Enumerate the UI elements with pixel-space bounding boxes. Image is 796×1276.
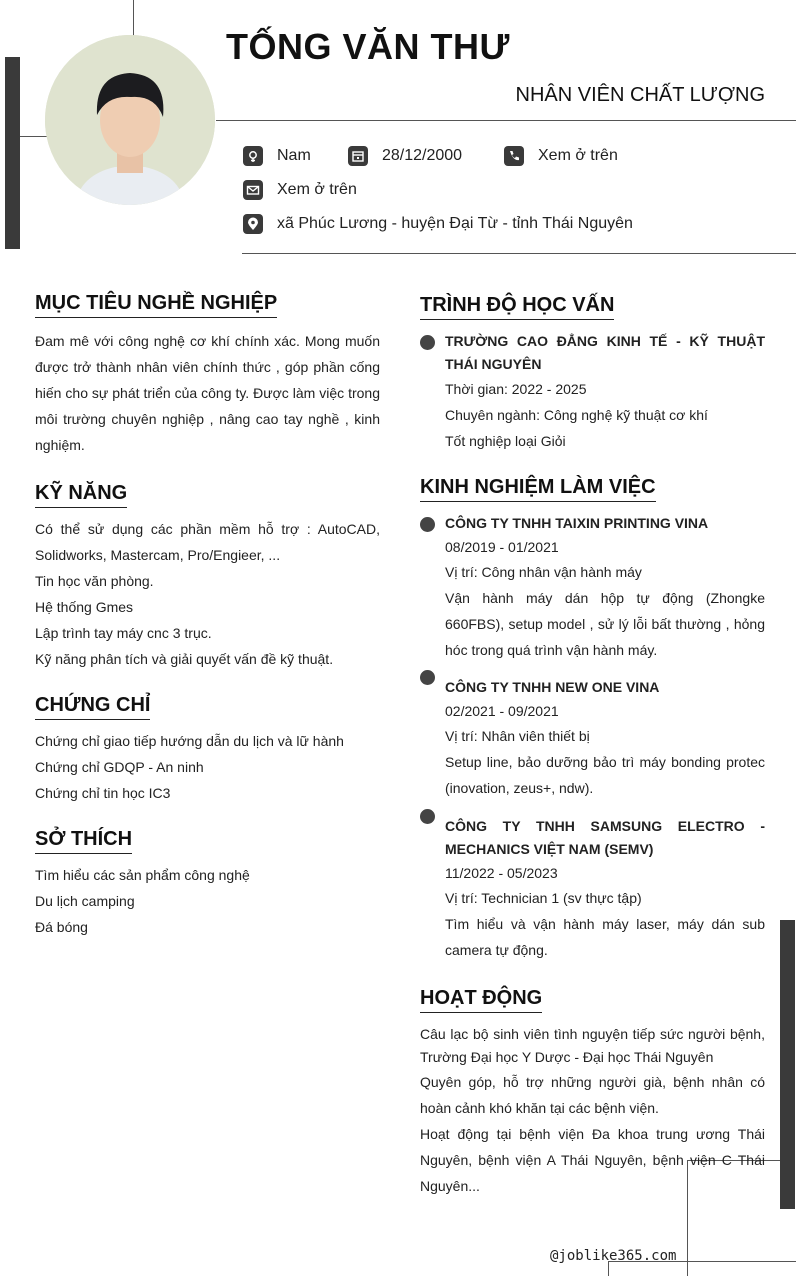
hobby-item: Đá bóng xyxy=(35,919,88,935)
location-icon xyxy=(243,214,263,234)
bullet-dot xyxy=(420,335,435,350)
email-icon xyxy=(243,180,263,200)
email-value: Xem ở trên xyxy=(277,181,357,198)
phone-info xyxy=(504,146,618,166)
calendar-icon xyxy=(348,146,368,166)
birthday-info xyxy=(348,146,462,166)
education-title: TRÌNH ĐỘ HỌC VẤN xyxy=(420,294,614,320)
activities-title: HOẠT ĐỘNG xyxy=(420,987,542,1013)
job-position: Vị trí: Công nhân vận hành máy xyxy=(445,564,642,580)
address-info xyxy=(243,214,633,234)
job-period: 02/2021 - 09/2021 xyxy=(445,703,559,719)
gender-icon xyxy=(243,146,263,166)
email-info xyxy=(243,180,357,200)
phone-value: Xem ở trên xyxy=(538,147,618,164)
education-major: Chuyên ngành: Công nghệ kỹ thuật cơ khí xyxy=(445,407,708,423)
job-entry xyxy=(420,512,765,663)
education-entry xyxy=(420,330,765,454)
job-title: NHÂN VIÊN CHẤT LƯỢNG xyxy=(515,84,765,106)
job-entry xyxy=(420,676,765,801)
skills-section xyxy=(35,482,380,672)
left-column xyxy=(35,292,380,940)
skill-item: Lập trình tay máy cnc 3 trục. xyxy=(35,625,212,641)
job-description: Tìm hiểu và vận hành máy laser, máy dán sub camera tự động. xyxy=(445,916,765,958)
job-description: Setup line, bảo dưỡng bảo trì máy bonding protec (inovation, zeus+, ndw). xyxy=(445,754,765,796)
skill-item: Tin học văn phòng. xyxy=(35,573,154,589)
header-divider-bottom xyxy=(242,253,796,254)
top-vertical-line xyxy=(133,0,134,36)
certificate-item: Chứng chỉ tin học IC3 xyxy=(35,785,171,801)
right-column xyxy=(420,294,765,1199)
bullet-dot xyxy=(420,809,435,824)
certificate-item: Chứng chỉ GDQP - An ninh xyxy=(35,759,204,775)
experience-title: KINH NGHIỆM LÀM VIỆC xyxy=(420,476,656,502)
candidate-name: TỐNG VĂN THƯ xyxy=(226,26,510,67)
right-accent-bar xyxy=(780,920,795,1209)
education-grade: Tốt nghiệp loại Giỏi xyxy=(445,433,566,449)
activity-item: Hoạt động tại bệnh viện Đa khoa trung ương Thái Nguyên, bệnh viện A Thái Nguyên, bệnh viện C Thái Nguyên... xyxy=(420,1126,765,1194)
job-company: CÔNG TY TNHH NEW ONE VINA xyxy=(445,679,660,695)
phone-icon xyxy=(504,146,524,166)
experience-section xyxy=(420,476,765,963)
objective-text: Đam mê với công nghệ cơ khí chính xác. Mong muốn được trở thành nhân viên chính thức , góp phần cống hiến cho sự phát triển của công ty. Được làm việc trong môi trường chuyên nghiệp , nâng cao tay nghề , kinh nghiệm. xyxy=(35,333,380,453)
header-divider-top xyxy=(216,120,796,121)
skill-item: Kỹ năng phân tích và giải quyết vấn đề kỹ thuật. xyxy=(35,651,334,667)
objective-section xyxy=(35,292,380,458)
address-value: xã Phúc Lương - huyện Đại Từ - tỉnh Thái Nguyên xyxy=(277,215,633,232)
hobbies-title: SỞ THÍCH xyxy=(35,828,132,854)
school-name: TRƯỜNG CAO ĐẲNG KINH TẾ - KỸ THUẬT THÁI NGUYÊN xyxy=(445,333,765,372)
activity-item: Câu lạc bộ sinh viên tình nguyện tiếp sức người bệnh, Trường Đại học Y Dược - Đại học Thái Nguyên xyxy=(420,1026,765,1065)
job-description: Vận hành máy dán hộp tự động (Zhongke 660FBS), setup model , sử lý lỗi bất thường , hỏng hóc trong quá trình vận hành máy. xyxy=(445,590,765,658)
bullet-dot xyxy=(420,517,435,532)
avatar xyxy=(45,35,215,205)
education-section xyxy=(420,294,765,454)
gender-value: Nam xyxy=(277,147,311,164)
left-horizontal-line xyxy=(20,136,47,137)
birthday-value: 28/12/2000 xyxy=(382,147,463,164)
job-position: Vị trí: Nhân viên thiết bị xyxy=(445,728,590,744)
bullet-dot xyxy=(420,670,435,685)
certificates-title: CHỨNG CHỈ xyxy=(35,694,150,720)
skills-title: KỸ NĂNG xyxy=(35,482,127,508)
objective-title: MỤC TIÊU NGHỀ NGHIỆP xyxy=(35,292,277,318)
job-period: 11/2022 - 05/2023 xyxy=(445,865,558,881)
activities-section xyxy=(420,987,765,1199)
skill-item: Hệ thống Gmes xyxy=(35,599,134,615)
job-period: 08/2019 - 01/2021 xyxy=(445,539,559,555)
job-company: CÔNG TY TNHH TAIXIN PRINTING VINA xyxy=(445,515,709,531)
education-time: Thời gian: 2022 - 2025 xyxy=(445,381,587,397)
hobbies-section xyxy=(35,828,380,940)
skill-item: Có thể sử dụng các phần mềm hỗ trợ : AutoCAD, Solidworks, Mastercam, Pro/Engieer, ... xyxy=(35,521,380,563)
job-position: Vị trí: Technician 1 (sv thực tập) xyxy=(445,890,642,906)
activity-item: Quyên góp, hỗ trợ những người già, bệnh nhân có hoàn cảnh khó khăn tại các bệnh viện. xyxy=(420,1074,765,1116)
hobby-item: Du lịch camping xyxy=(35,893,135,909)
watermark: @joblike365.com xyxy=(550,1248,677,1264)
certificates-section xyxy=(35,694,380,806)
certificate-item: Chứng chỉ giao tiếp hướng dẫn du lịch và lữ hành xyxy=(35,733,344,749)
job-entry xyxy=(420,815,765,963)
left-accent-bar xyxy=(5,57,20,249)
gender-info xyxy=(243,146,311,166)
job-company: CÔNG TY TNHH SAMSUNG ELECTRO - MECHANICS VIỆT NAM (SEMV) xyxy=(445,818,765,857)
hobby-item: Tìm hiểu các sản phẩm công nghệ xyxy=(35,867,250,883)
